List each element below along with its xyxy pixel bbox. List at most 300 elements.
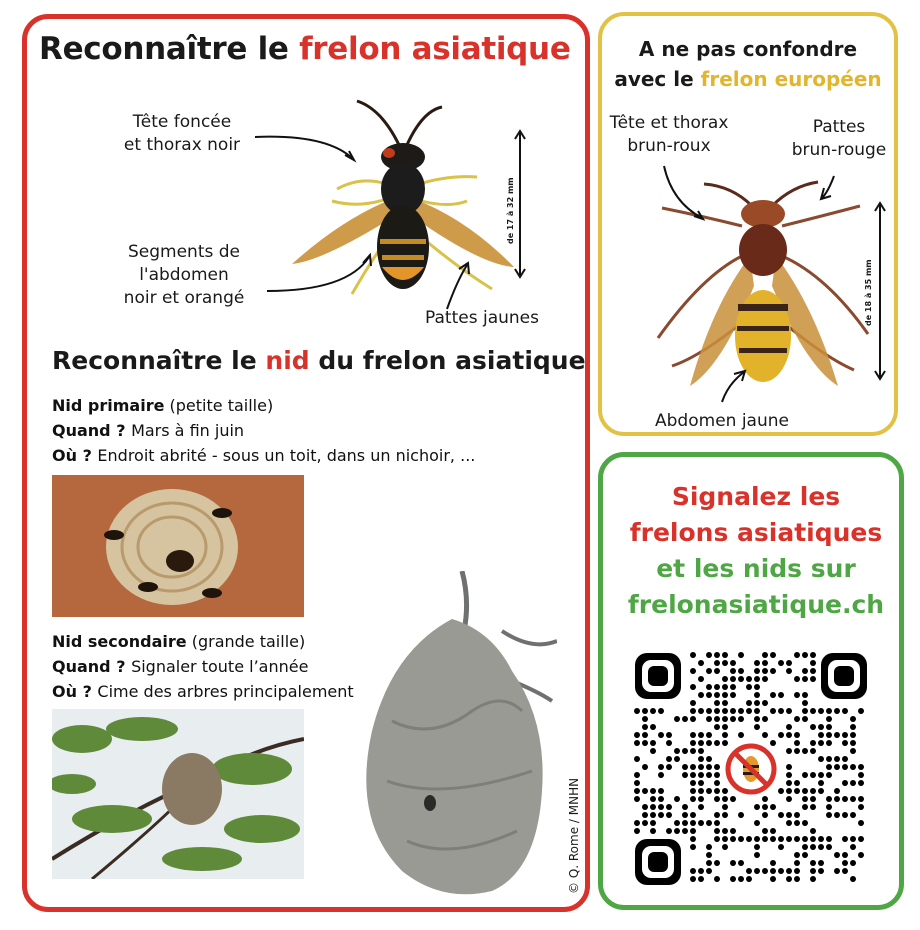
nest-title-text: Reconnaître le: [52, 346, 266, 375]
qr-module: [786, 796, 792, 802]
qr-module: [714, 772, 720, 778]
qr-module: [770, 652, 776, 658]
qr-module: [666, 804, 672, 810]
qr-module: [674, 748, 680, 754]
qr-module: [826, 772, 832, 778]
qr-module: [634, 732, 640, 738]
qr-module: [714, 660, 720, 666]
qr-module: [650, 828, 656, 834]
qr-module: [714, 764, 720, 770]
qr-module: [730, 860, 736, 866]
qr-module: [706, 764, 712, 770]
qr-module: [722, 692, 728, 698]
asian-hornet-panel: [22, 14, 590, 912]
qr-module: [682, 764, 688, 770]
qr-module: [858, 772, 864, 778]
qr-module: [722, 836, 728, 842]
qr-module: [714, 740, 720, 746]
large-nest-image: [352, 571, 557, 903]
qr-module: [834, 868, 840, 874]
qr-module: [810, 724, 816, 730]
qr-module: [658, 732, 664, 738]
secondary-nest-photo: [52, 709, 304, 879]
qr-module: [802, 716, 808, 722]
qr-module: [690, 684, 696, 690]
qr-module: [826, 756, 832, 762]
qr-module: [786, 788, 792, 794]
nest-title-rest: du frelon asiatique: [309, 346, 586, 375]
qr-module: [698, 692, 704, 698]
qr-module: [850, 844, 856, 850]
qr-module: [794, 732, 800, 738]
qr-module: [786, 780, 792, 786]
qr-module: [690, 844, 696, 850]
title-highlight: frelon asiatique: [299, 31, 571, 67]
european-title-prefix: avec le: [614, 67, 701, 91]
qr-module: [642, 788, 648, 794]
qr-module: [770, 876, 776, 882]
qr-module: [650, 724, 656, 730]
qr-module: [842, 852, 848, 858]
qr-module: [794, 740, 800, 746]
legs-label: Pattes jaunes: [425, 308, 539, 328]
qr-module: [706, 852, 712, 858]
report-line1: Signalez les: [671, 482, 841, 511]
qr-module: [706, 716, 712, 722]
qr-module: [650, 812, 656, 818]
qr-module: [746, 700, 752, 706]
qr-module: [802, 836, 808, 842]
qr-module: [770, 868, 776, 874]
qr-module: [722, 684, 728, 690]
qr-module: [794, 716, 800, 722]
secondary-nest-prefix: Nid: [52, 632, 88, 651]
qr-module: [706, 788, 712, 794]
qr-module: [778, 836, 784, 842]
qr-module: [706, 844, 712, 850]
qr-module: [690, 708, 696, 714]
qr-module: [754, 804, 760, 810]
qr-module: [826, 740, 832, 746]
qr-module: [762, 796, 768, 802]
qr-module: [690, 732, 696, 738]
qr-module: [722, 796, 728, 802]
qr-module: [738, 676, 744, 682]
qr-module: [834, 788, 840, 794]
qr-module: [770, 804, 776, 810]
qr-module: [818, 708, 824, 714]
qr-module: [786, 868, 792, 874]
qr-module: [754, 668, 760, 674]
nest-title-highlight: nid: [265, 346, 310, 375]
qr-module: [810, 676, 816, 682]
qr-module: [794, 652, 800, 658]
qr-module: [786, 660, 792, 666]
qr-module: [642, 724, 648, 730]
qr-module: [714, 820, 720, 826]
qr-module: [682, 716, 688, 722]
european-size-label: de 18 à 35 mm: [864, 259, 873, 326]
qr-module: [650, 740, 656, 746]
qr-module: [698, 796, 704, 802]
qr-module: [762, 804, 768, 810]
qr-module: [746, 676, 752, 682]
qr-module: [826, 716, 832, 722]
qr-module: [738, 716, 744, 722]
qr-module: [698, 804, 704, 810]
qr-module: [850, 860, 856, 866]
qr-module: [642, 820, 648, 826]
qr-module: [666, 740, 672, 746]
qr-module: [642, 812, 648, 818]
qr-module: [634, 780, 640, 786]
qr-module: [810, 868, 816, 874]
qr-module: [730, 668, 736, 674]
qr-module: [666, 812, 672, 818]
qr-module: [706, 772, 712, 778]
qr-module: [802, 700, 808, 706]
qr-module: [826, 796, 832, 802]
qr-module: [802, 748, 808, 754]
qr-module: [698, 708, 704, 714]
qr-module: [698, 748, 704, 754]
qr-code[interactable]: [633, 651, 869, 887]
qr-module: [658, 796, 664, 802]
primary-nest-size: (petite taille): [164, 396, 274, 415]
qr-module: [850, 836, 856, 842]
qr-module: [722, 700, 728, 706]
qr-module: [730, 876, 736, 882]
qr-module: [738, 652, 744, 658]
qr-module: [834, 756, 840, 762]
qr-module: [722, 652, 728, 658]
qr-module: [850, 780, 856, 786]
qr-module: [754, 684, 760, 690]
qr-module: [698, 732, 704, 738]
qr-module: [666, 732, 672, 738]
qr-module: [690, 716, 696, 722]
qr-module: [634, 756, 640, 762]
qr-module: [818, 740, 824, 746]
qr-module: [858, 796, 864, 802]
qr-module: [698, 764, 704, 770]
qr-module: [794, 788, 800, 794]
qr-module: [690, 740, 696, 746]
european-title-line1: A ne pas confondre: [638, 37, 858, 61]
qr-module: [834, 708, 840, 714]
primary-when-label: Quand ?: [52, 421, 132, 440]
qr-module: [690, 812, 696, 818]
qr-module: [738, 860, 744, 866]
qr-module: [850, 796, 856, 802]
qr-module: [714, 780, 720, 786]
qr-module: [762, 732, 768, 738]
qr-module: [810, 804, 816, 810]
secondary-where-value: Cime des arbres principalement: [97, 682, 354, 701]
qr-module: [834, 796, 840, 802]
qr-module: [834, 812, 840, 818]
qr-module: [858, 804, 864, 810]
qr-module: [786, 668, 792, 674]
qr-module: [802, 708, 808, 714]
qr-module: [762, 652, 768, 658]
qr-module: [786, 764, 792, 770]
qr-module: [818, 724, 824, 730]
qr-module: [778, 708, 784, 714]
secondary-where-line: [52, 679, 354, 704]
qr-module: [810, 668, 816, 674]
qr-module: [858, 836, 864, 842]
qr-module: [690, 820, 696, 826]
qr-module: [642, 804, 648, 810]
qr-module: [794, 780, 800, 786]
qr-module: [698, 676, 704, 682]
qr-module: [714, 668, 720, 674]
qr-module: [634, 772, 640, 778]
qr-module: [826, 732, 832, 738]
qr-module: [730, 708, 736, 714]
qr-module: [802, 820, 808, 826]
european-head-label: Tête et thorax brun-roux: [609, 113, 729, 156]
qr-module: [826, 836, 832, 842]
qr-module: [818, 780, 824, 786]
qr-module: [682, 748, 688, 754]
secondary-when-label: Quand ?: [52, 657, 132, 676]
qr-module: [842, 836, 848, 842]
qr-module: [730, 796, 736, 802]
qr-module: [706, 860, 712, 866]
qr-module: [730, 716, 736, 722]
qr-module: [730, 836, 736, 842]
qr-module: [802, 844, 808, 850]
primary-type-line: [52, 393, 475, 418]
qr-module: [722, 732, 728, 738]
qr-module: [754, 852, 760, 858]
qr-module: [730, 692, 736, 698]
qr-module: [850, 876, 856, 882]
qr-module: [842, 780, 848, 786]
report-panel: [598, 452, 904, 910]
qr-module: [650, 820, 656, 826]
qr-module: [722, 804, 728, 810]
qr-module: [690, 772, 696, 778]
qr-module: [658, 772, 664, 778]
primary-where-label: Où ?: [52, 446, 98, 465]
qr-module: [762, 812, 768, 818]
qr-module: [802, 788, 808, 794]
qr-module: [706, 756, 712, 762]
qr-module: [746, 684, 752, 690]
qr-module: [714, 700, 720, 706]
qr-module: [786, 876, 792, 882]
qr-module: [650, 804, 656, 810]
qr-module: [834, 852, 840, 858]
qr-module: [754, 724, 760, 730]
primary-nest-info: [52, 393, 475, 468]
secondary-when-value: Signaler toute l’année: [131, 657, 309, 676]
qr-module: [842, 740, 848, 746]
qr-module: [698, 820, 704, 826]
qr-module: [810, 844, 816, 850]
qr-module: [810, 860, 816, 866]
qr-module: [850, 716, 856, 722]
qr-module: [778, 868, 784, 874]
qr-module: [842, 868, 848, 874]
qr-module: [698, 780, 704, 786]
qr-module: [802, 668, 808, 674]
qr-module: [746, 836, 752, 842]
qr-module: [698, 876, 704, 882]
qr-module: [754, 868, 760, 874]
qr-module: [706, 820, 712, 826]
qr-module: [762, 868, 768, 874]
report-link[interactable]: frelonasiatique.ch: [627, 590, 885, 619]
qr-module: [770, 740, 776, 746]
qr-module: [794, 860, 800, 866]
qr-module: [650, 708, 656, 714]
qr-module: [818, 756, 824, 762]
qr-module: [794, 836, 800, 842]
european-legs-label: Pattes brun-rouge: [791, 117, 887, 160]
segments-label: Segments de l'abdomen noir et orangé: [123, 242, 245, 308]
qr-module: [842, 860, 848, 866]
qr-module: [714, 788, 720, 794]
qr-module: [722, 660, 728, 666]
qr-module: [698, 740, 704, 746]
qr-module: [738, 812, 744, 818]
qr-module: [698, 868, 704, 874]
pointer-arrows: [27, 19, 587, 349]
qr-module: [754, 700, 760, 706]
qr-module: [706, 668, 712, 674]
qr-module: [642, 764, 648, 770]
qr-module: [658, 708, 664, 714]
qr-module: [858, 708, 864, 714]
qr-module: [690, 868, 696, 874]
qr-module: [834, 732, 840, 738]
qr-module: [722, 716, 728, 722]
qr-module: [706, 692, 712, 698]
qr-module: [786, 724, 792, 730]
qr-module: [690, 876, 696, 882]
qr-module: [650, 788, 656, 794]
qr-module: [826, 804, 832, 810]
qr-module: [714, 684, 720, 690]
primary-nest-prefix: Nid: [52, 396, 88, 415]
qr-module: [810, 788, 816, 794]
qr-module: [826, 812, 832, 818]
qr-module: [778, 692, 784, 698]
qr-module: [754, 708, 760, 714]
qr-module: [762, 836, 768, 842]
qr-module: [850, 740, 856, 746]
qr-module: [690, 780, 696, 786]
qr-module: [730, 828, 736, 834]
qr-module: [682, 804, 688, 810]
secondary-nest-drawing: [52, 709, 304, 879]
qr-module: [642, 732, 648, 738]
qr-module: [826, 724, 832, 730]
qr-module: [714, 836, 720, 842]
qr-module: [690, 836, 696, 842]
qr-module: [858, 820, 864, 826]
qr-module: [770, 692, 776, 698]
qr-module: [754, 692, 760, 698]
qr-module: [786, 812, 792, 818]
qr-module: [714, 812, 720, 818]
qr-module: [810, 660, 816, 666]
photo-credit: © Q. Rome / MNHN: [567, 777, 581, 894]
qr-module: [762, 660, 768, 666]
qr-module: [794, 676, 800, 682]
primary-nest-type: primaire: [87, 396, 165, 415]
qr-module: [786, 748, 792, 754]
qr-module: [786, 772, 792, 778]
qr-module: [746, 708, 752, 714]
european-pointer-arrows: [602, 16, 902, 416]
qr-module: [706, 652, 712, 658]
qr-module: [770, 668, 776, 674]
qr-module: [706, 868, 712, 874]
qr-module: [650, 748, 656, 754]
qr-module: [778, 812, 784, 818]
qr-module: [818, 836, 824, 842]
qr-module: [842, 708, 848, 714]
qr-module: [706, 684, 712, 690]
qr-module: [738, 876, 744, 882]
qr-module: [810, 708, 816, 714]
qr-module: [810, 836, 816, 842]
qr-module: [770, 836, 776, 842]
qr-module: [858, 780, 864, 786]
qr-module: [714, 828, 720, 834]
qr-module: [722, 676, 728, 682]
size-label: de 17 à 32 mm: [506, 177, 515, 244]
qr-module: [650, 796, 656, 802]
qr-module: [810, 796, 816, 802]
qr-module: [634, 820, 640, 826]
primary-when-line: [52, 418, 475, 443]
qr-module: [714, 692, 720, 698]
qr-module: [826, 708, 832, 714]
qr-module: [754, 660, 760, 666]
secondary-when-line: [52, 654, 354, 679]
head-label: Tête foncée et thorax noir: [123, 112, 241, 155]
qr-module: [690, 700, 696, 706]
qr-module: [802, 676, 808, 682]
qr-module: [722, 812, 728, 818]
qr-module: [706, 732, 712, 738]
qr-module: [842, 812, 848, 818]
qr-module: [794, 820, 800, 826]
qr-module: [754, 844, 760, 850]
qr-module: [706, 708, 712, 714]
qr-module: [634, 740, 640, 746]
european-title-highlight: frelon européen: [700, 67, 882, 91]
qr-module: [762, 700, 768, 706]
qr-module: [778, 788, 784, 794]
qr-module: [810, 740, 816, 746]
qr-module: [794, 852, 800, 858]
qr-module: [642, 740, 648, 746]
qr-module: [722, 844, 728, 850]
qr-module: [842, 796, 848, 802]
qr-module: [690, 788, 696, 794]
qr-module: [690, 828, 696, 834]
qr-module: [738, 732, 744, 738]
qr-module: [754, 716, 760, 722]
qr-module: [810, 876, 816, 882]
